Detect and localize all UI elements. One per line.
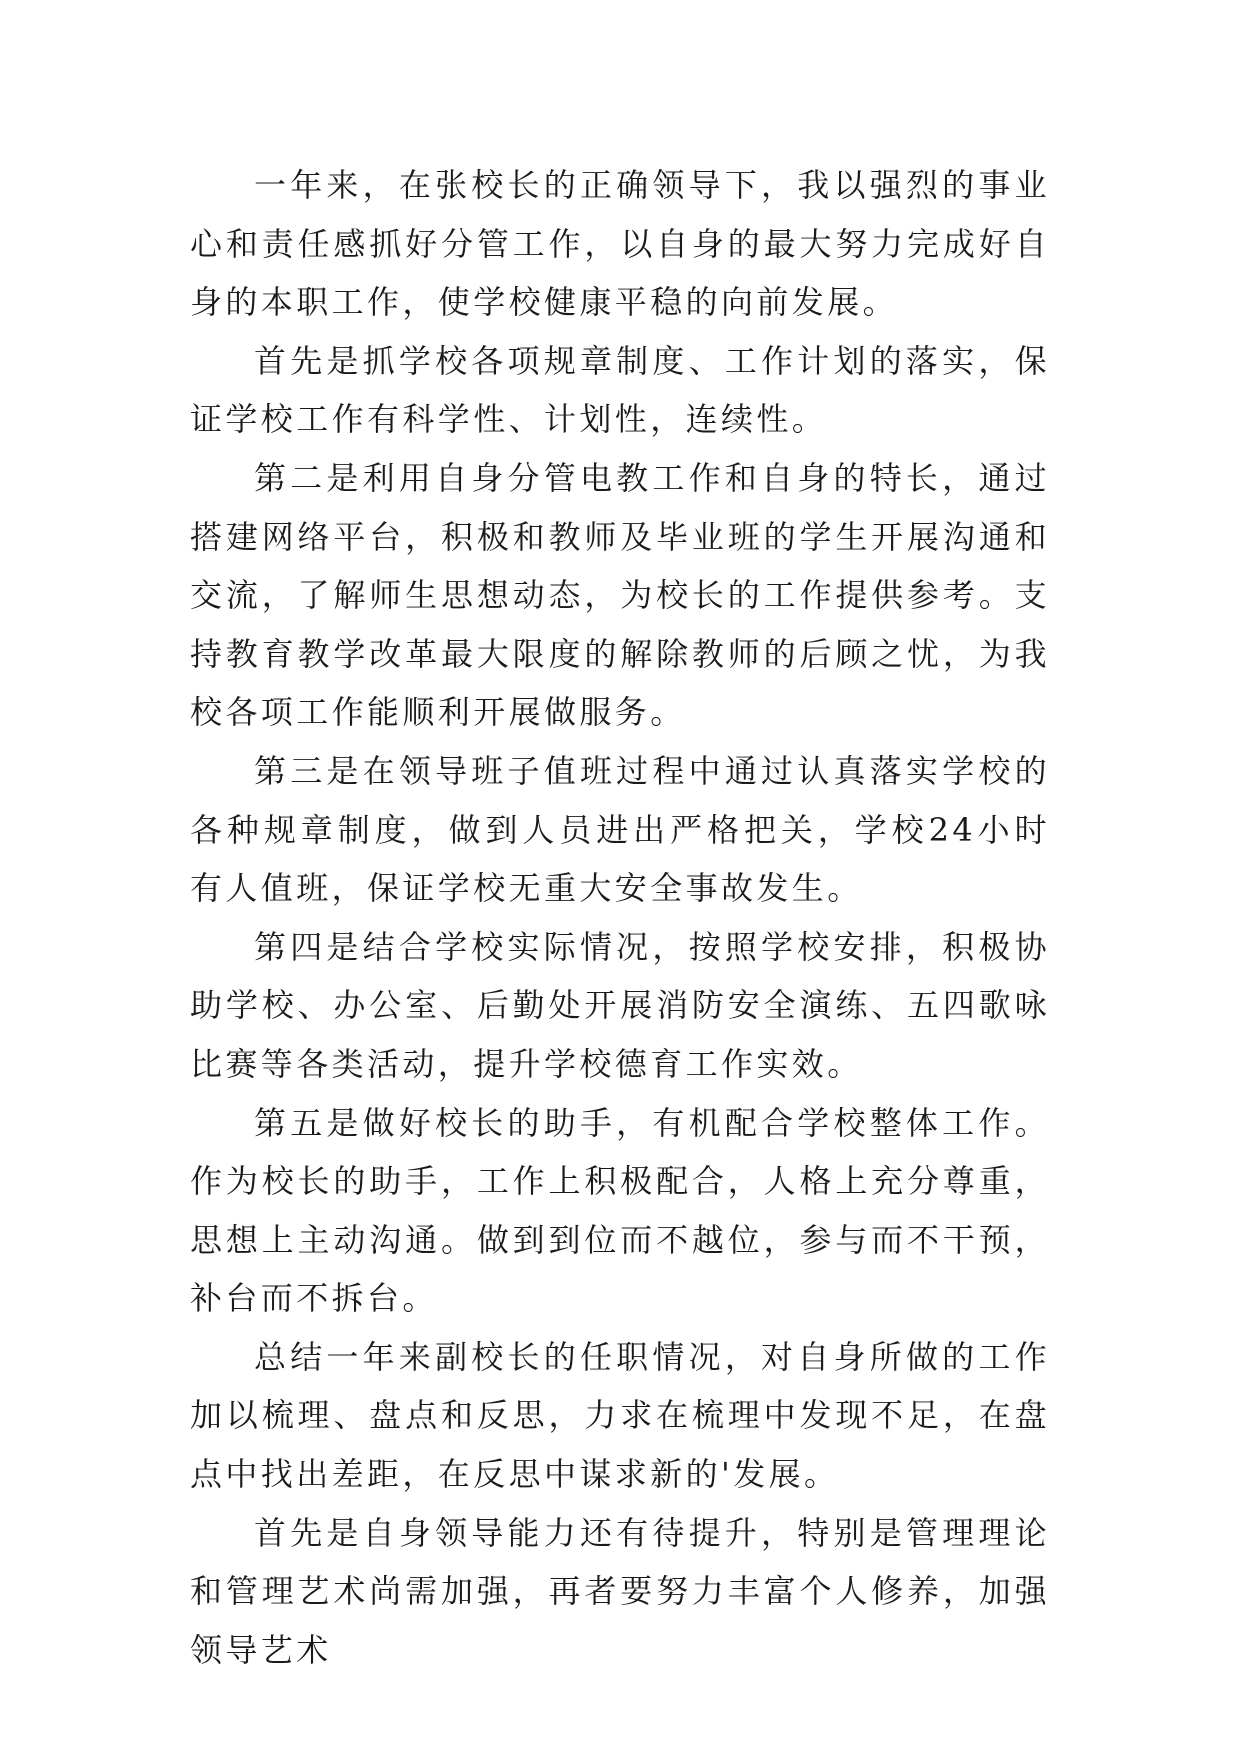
paragraph-4: 第三是在领导班子值班过程中通过认真落实学校的各种规章制度，做到人员进出严格把关，学校24小时有人值班，保证学校无重大安全事故发生。: [190, 751, 1050, 908]
paragraph-7: 总结一年来副校长的任职情况，对自身所做的工作加以梳理、盘点和反思，力求在梳理中发现不足，在盘点中找出差距，在反思中谋求新的'发展。: [190, 1337, 1050, 1494]
paragraph-5: 第四是结合学校实际情况，按照学校安排，积极协助学校、办公室、后勤处开展消防安全演练、五四歌咏比赛等各类活动，提升学校德育工作实效。: [190, 927, 1050, 1083]
paragraph-6: 第五是做好校长的助手，有机配合学校整体工作。作为校长的助手，工作上积极配合，人格上充分尊重，思想上主动沟通。做到到位而不越位，参与而不干预，补台而不拆台。: [190, 1103, 1050, 1318]
paragraph-2: 首先是抓学校各项规章制度、工作计划的落实，保证学校工作有科学性、计划性，连续性。: [190, 341, 1050, 439]
paragraph-1: 一年来，在张校长的正确领导下，我以强烈的事业心和责任感抓好分管工作，以自身的最大努力完成好自身的本职工作，使学校健康平稳的向前发展。: [190, 166, 1050, 322]
paragraph-3: 第二是利用自身分管电教工作和自身的特长，通过搭建网络平台，积极和教师及毕业班的学生开展沟通和交流，了解师生思想动态，为校长的工作提供参考。支持教育教学改革最大限度的解除教师的后顾之忧，为我校各项工作能顺利开展做服务。: [190, 458, 1050, 732]
paragraph-8: 首先是自身领导能力还有待提升，特别是管理理论和管理艺术尚需加强，再者要努力丰富个人修养，加强领导艺术: [190, 1513, 1050, 1669]
document-body: [190, 156, 1050, 1679]
